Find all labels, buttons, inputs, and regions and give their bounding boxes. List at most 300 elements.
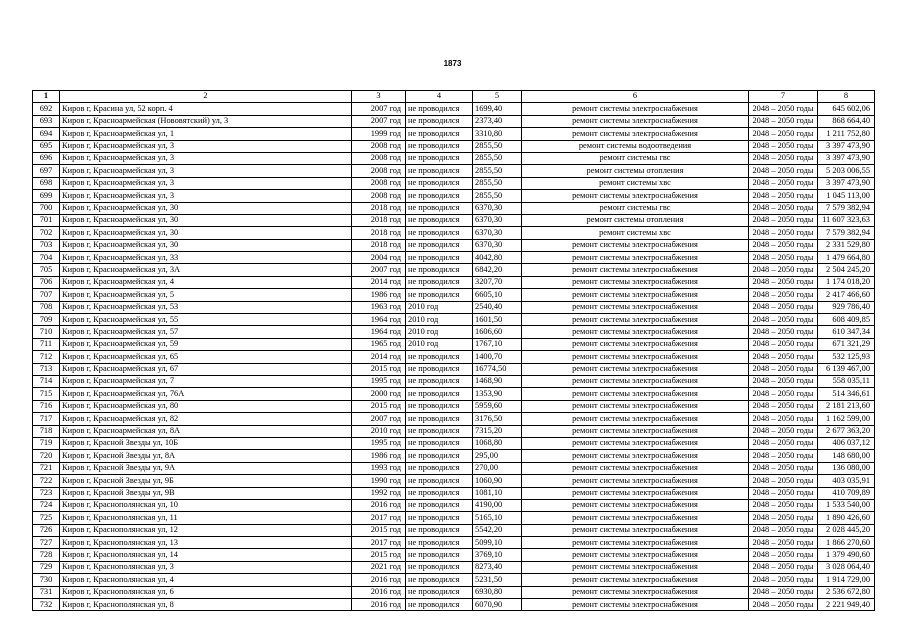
cell-last-overhaul: не проводился	[406, 375, 473, 387]
cell-row-number: 712	[33, 351, 60, 363]
cell-cost: 1 174 018,20	[818, 276, 875, 288]
cell-work-type: ремонт системы электроснабжения	[522, 425, 749, 437]
cell-last-overhaul: не проводился	[406, 239, 473, 251]
cell-last-overhaul: 2010 год	[406, 326, 473, 338]
cell-area: 1468,90	[473, 375, 522, 387]
cell-year-built: 2014 год	[352, 351, 406, 363]
cell-cost: 2 536 672,80	[818, 586, 875, 598]
cell-area: 8273,40	[473, 561, 522, 573]
cell-cost: 929 786,40	[818, 301, 875, 313]
cell-work-type: ремонт системы электроснабжения	[522, 128, 749, 140]
cell-address: Киров г, Красноармейская ул, 33	[60, 252, 352, 264]
table-row	[33, 338, 875, 350]
cell-address: Киров г, Красноармейская ул, 3	[60, 190, 352, 202]
cell-area: 1400,70	[473, 351, 522, 363]
cell-work-type: ремонт системы электроснабжения	[522, 301, 749, 313]
cell-row-number: 701	[33, 214, 60, 226]
cell-cost: 136 080,00	[818, 462, 875, 474]
cell-area: 2855,50	[473, 152, 522, 164]
cell-year-built: 1965 год	[352, 338, 406, 350]
cell-cost: 7 579 382,94	[818, 202, 875, 214]
cell-row-number: 720	[33, 450, 60, 462]
cell-period: 2048 – 2050 годы	[749, 388, 818, 400]
cell-period: 2048 – 2050 годы	[749, 264, 818, 276]
cell-row-number: 717	[33, 413, 60, 425]
header-cell-year-built: 3	[352, 91, 406, 103]
cell-last-overhaul: 2010 год	[406, 338, 473, 350]
cell-year-built: 1995 год	[352, 437, 406, 449]
cell-address: Киров г, Красноармейская ул, 59	[60, 338, 352, 350]
cell-period: 2048 – 2050 годы	[749, 301, 818, 313]
cell-year-built: 2015 год	[352, 363, 406, 375]
cell-year-built: 2008 год	[352, 165, 406, 177]
cell-cost: 2 504 245,20	[818, 264, 875, 276]
cell-period: 2048 – 2050 годы	[749, 115, 818, 127]
cell-last-overhaul: не проводился	[406, 475, 473, 487]
header-row	[33, 91, 875, 103]
header-cell-address: 2	[60, 91, 352, 103]
cell-work-type: ремонт системы электроснабжения	[522, 599, 749, 611]
cell-row-number: 727	[33, 537, 60, 549]
cell-period: 2048 – 2050 годы	[749, 363, 818, 375]
cell-work-type: ремонт системы электроснабжения	[522, 388, 749, 400]
cell-area: 1699,40	[473, 103, 522, 115]
cell-address: Киров г, Красноармейская ул, 1	[60, 128, 352, 140]
cell-last-overhaul: не проводился	[406, 351, 473, 363]
cell-last-overhaul: не проводился	[406, 537, 473, 549]
cell-period: 2048 – 2050 годы	[749, 190, 818, 202]
cell-row-number: 722	[33, 475, 60, 487]
table-row	[33, 524, 875, 536]
cell-period: 2048 – 2050 годы	[749, 252, 818, 264]
cell-work-type: ремонт системы электроснабжения	[522, 400, 749, 412]
cell-address: Киров г, Красноармейская ул, 5	[60, 289, 352, 301]
table-row	[33, 227, 875, 239]
cell-work-type: ремонт системы отопления	[522, 165, 749, 177]
cell-address: Киров г, Красной Звезды ул, 10Б	[60, 437, 352, 449]
cell-year-built: 2007 год	[352, 103, 406, 115]
cell-row-number: 731	[33, 586, 60, 598]
cell-year-built: 2016 год	[352, 599, 406, 611]
cell-address: Киров г, Краснополянская ул, 6	[60, 586, 352, 598]
cell-period: 2048 – 2050 годы	[749, 177, 818, 189]
cell-period: 2048 – 2050 годы	[749, 586, 818, 598]
cell-work-type: ремонт системы электроснабжения	[522, 276, 749, 288]
table-row	[33, 537, 875, 549]
cell-year-built: 2007 год	[352, 115, 406, 127]
cell-period: 2048 – 2050 годы	[749, 574, 818, 586]
table-row	[33, 165, 875, 177]
cell-area: 6370,30	[473, 214, 522, 226]
cell-address: Киров г, Красноармейская ул, 8А	[60, 425, 352, 437]
cell-cost: 2 221 949,40	[818, 599, 875, 611]
cell-period: 2048 – 2050 годы	[749, 524, 818, 536]
cell-year-built: 1964 год	[352, 314, 406, 326]
cell-cost: 2 028 445,20	[818, 524, 875, 536]
table-row	[33, 425, 875, 437]
cell-year-built: 2017 год	[352, 537, 406, 549]
cell-work-type: ремонт системы электроснабжения	[522, 103, 749, 115]
cell-year-built: 2016 год	[352, 499, 406, 511]
cell-area: 2855,50	[473, 140, 522, 152]
cell-work-type: ремонт системы электроснабжения	[522, 524, 749, 536]
cell-last-overhaul: не проводился	[406, 165, 473, 177]
cell-area: 5959,60	[473, 400, 522, 412]
cell-year-built: 2016 год	[352, 586, 406, 598]
cell-address: Киров г, Красноармейская ул, 67	[60, 363, 352, 375]
table-row	[33, 140, 875, 152]
cell-last-overhaul: не проводился	[406, 462, 473, 474]
cell-cost: 3 397 473,90	[818, 140, 875, 152]
cell-address: Киров г, Красноармейская ул, 53	[60, 301, 352, 313]
cell-year-built: 1986 год	[352, 289, 406, 301]
cell-address: Киров г, Краснополянская ул, 4	[60, 574, 352, 586]
cell-last-overhaul: не проводился	[406, 289, 473, 301]
cell-year-built: 2010 год	[352, 425, 406, 437]
cell-row-number: 702	[33, 227, 60, 239]
cell-row-number: 724	[33, 499, 60, 511]
cell-year-built: 2000 год	[352, 388, 406, 400]
cell-period: 2048 – 2050 годы	[749, 351, 818, 363]
cell-work-type: ремонт системы электроснабжения	[522, 375, 749, 387]
cell-work-type: ремонт системы электроснабжения	[522, 437, 749, 449]
cell-row-number: 694	[33, 128, 60, 140]
cell-cost: 868 664,40	[818, 115, 875, 127]
cell-period: 2048 – 2050 годы	[749, 140, 818, 152]
table-row	[33, 363, 875, 375]
cell-row-number: 711	[33, 338, 60, 350]
cell-year-built: 2018 год	[352, 202, 406, 214]
cell-row-number: 714	[33, 375, 60, 387]
table-row	[33, 326, 875, 338]
table-row	[33, 276, 875, 288]
cell-row-number: 718	[33, 425, 60, 437]
cell-work-type: ремонт системы электроснабжения	[522, 338, 749, 350]
cell-year-built: 2008 год	[352, 190, 406, 202]
cell-work-type: ремонт системы электроснабжения	[522, 537, 749, 549]
table-row	[33, 152, 875, 164]
cell-period: 2048 – 2050 годы	[749, 475, 818, 487]
cell-address: Киров г, Красноармейская ул, 30	[60, 239, 352, 251]
cell-last-overhaul: не проводился	[406, 190, 473, 202]
cell-year-built: 2015 год	[352, 400, 406, 412]
cell-period: 2048 – 2050 годы	[749, 413, 818, 425]
table-row	[33, 400, 875, 412]
cell-address: Киров г, Красноармейская ул, 3	[60, 152, 352, 164]
cell-period: 2048 – 2050 годы	[749, 165, 818, 177]
cell-cost: 1 162 599,00	[818, 413, 875, 425]
cell-cost: 3 397 473,90	[818, 177, 875, 189]
cell-work-type: ремонт системы электроснабжения	[522, 549, 749, 561]
cell-period: 2048 – 2050 годы	[749, 462, 818, 474]
cell-area: 6370,30	[473, 239, 522, 251]
table-row	[33, 549, 875, 561]
header-cell-area: 5	[473, 91, 522, 103]
cell-cost: 610 347,34	[818, 326, 875, 338]
cell-last-overhaul: не проводился	[406, 574, 473, 586]
table-row	[33, 574, 875, 586]
cell-work-type: ремонт системы электроснабжения	[522, 239, 749, 251]
cell-row-number: 704	[33, 252, 60, 264]
cell-work-type: ремонт системы электроснабжения	[522, 289, 749, 301]
cell-last-overhaul: не проводился	[406, 140, 473, 152]
cell-row-number: 699	[33, 190, 60, 202]
cell-address: Киров г, Красноармейская ул, 3	[60, 177, 352, 189]
cell-address: Киров г, Красноармейская ул, 30	[60, 214, 352, 226]
cell-row-number: 705	[33, 264, 60, 276]
cell-year-built: 2008 год	[352, 177, 406, 189]
cell-area: 270,00	[473, 462, 522, 474]
cell-work-type: ремонт системы электроснабжения	[522, 190, 749, 202]
cell-row-number: 715	[33, 388, 60, 400]
cell-period: 2048 – 2050 годы	[749, 239, 818, 251]
cell-work-type: ремонт системы хвс	[522, 227, 749, 239]
cell-year-built: 1964 год	[352, 326, 406, 338]
cell-last-overhaul: не проводился	[406, 363, 473, 375]
cell-row-number: 726	[33, 524, 60, 536]
cell-area: 4042,80	[473, 252, 522, 264]
cell-period: 2048 – 2050 годы	[749, 152, 818, 164]
cell-area: 1767,10	[473, 338, 522, 350]
header-cell-cost: 8	[818, 91, 875, 103]
cell-row-number: 695	[33, 140, 60, 152]
cell-last-overhaul: не проводился	[406, 413, 473, 425]
cell-row-number: 703	[33, 239, 60, 251]
cell-work-type: ремонт системы отопления	[522, 214, 749, 226]
cell-area: 5542,20	[473, 524, 522, 536]
cell-period: 2048 – 2050 годы	[749, 537, 818, 549]
cell-address: Киров г, Красноармейская ул, 3А	[60, 264, 352, 276]
cell-last-overhaul: 2010 год	[406, 301, 473, 313]
cell-area: 5099,10	[473, 537, 522, 549]
cell-last-overhaul: не проводился	[406, 264, 473, 276]
table-row	[33, 450, 875, 462]
cell-year-built: 2021 год	[352, 561, 406, 573]
cell-address: Киров г, Краснополянская ул, 8	[60, 599, 352, 611]
cell-address: Киров г, Красноармейская ул, 30	[60, 202, 352, 214]
cell-area: 3310,80	[473, 128, 522, 140]
header-cell-work-type: 6	[522, 91, 749, 103]
table-row	[33, 586, 875, 598]
cell-cost: 1 533 540,00	[818, 499, 875, 511]
cell-address: Киров г, Красноармейская ул, 55	[60, 314, 352, 326]
table-row	[33, 214, 875, 226]
table-row	[33, 103, 875, 115]
cell-row-number: 697	[33, 165, 60, 177]
table-row	[33, 512, 875, 524]
table-row	[33, 128, 875, 140]
cell-area: 2855,50	[473, 177, 522, 189]
table-row	[33, 388, 875, 400]
cell-period: 2048 – 2050 годы	[749, 314, 818, 326]
cell-row-number: 707	[33, 289, 60, 301]
cell-address: Киров г, Красноармейская ул, 4	[60, 276, 352, 288]
table-row	[33, 437, 875, 449]
cell-year-built: 1986 год	[352, 450, 406, 462]
cell-cost: 2 331 529,80	[818, 239, 875, 251]
cell-year-built: 1992 год	[352, 487, 406, 499]
cell-last-overhaul: не проводился	[406, 202, 473, 214]
cell-work-type: ремонт системы гвс	[522, 152, 749, 164]
cell-area: 3176,50	[473, 413, 522, 425]
cell-period: 2048 – 2050 годы	[749, 338, 818, 350]
cell-work-type: ремонт системы электроснабжения	[522, 363, 749, 375]
cell-year-built: 2018 год	[352, 239, 406, 251]
cell-cost: 645 602,06	[818, 103, 875, 115]
cell-year-built: 2007 год	[352, 264, 406, 276]
cell-cost: 3 397 473,90	[818, 152, 875, 164]
cell-period: 2048 – 2050 годы	[749, 425, 818, 437]
cell-year-built: 2017 год	[352, 512, 406, 524]
cell-address: Киров г, Красноармейская ул, 3	[60, 140, 352, 152]
cell-period: 2048 – 2050 годы	[749, 214, 818, 226]
cell-last-overhaul: не проводился	[406, 599, 473, 611]
cell-address: Киров г, Красной Звезды ул, 9А	[60, 462, 352, 474]
cell-address: Киров г, Краснополянская ул, 12	[60, 524, 352, 536]
table-row	[33, 561, 875, 573]
cell-cost: 608 409,85	[818, 314, 875, 326]
cell-period: 2048 – 2050 годы	[749, 375, 818, 387]
cell-row-number: 713	[33, 363, 60, 375]
cell-row-number: 709	[33, 314, 60, 326]
cell-area: 1060,90	[473, 475, 522, 487]
cell-last-overhaul: не проводился	[406, 549, 473, 561]
cell-work-type: ремонт системы электроснабжения	[522, 115, 749, 127]
cell-address: Киров г, Краснополянская ул, 3	[60, 561, 352, 573]
table-row	[33, 499, 875, 511]
cell-area: 7315,20	[473, 425, 522, 437]
table-row	[33, 314, 875, 326]
cell-address: Киров г, Красноармейская (Нововятский) ул, 3	[60, 115, 352, 127]
table-row	[33, 599, 875, 611]
cell-work-type: ремонт системы электроснабжения	[522, 314, 749, 326]
cell-area: 6070,90	[473, 599, 522, 611]
cell-period: 2048 – 2050 годы	[749, 450, 818, 462]
cell-area: 6930,80	[473, 586, 522, 598]
cell-year-built: 2007 год	[352, 413, 406, 425]
cell-row-number: 698	[33, 177, 60, 189]
cell-address: Киров г, Краснополянская ул, 11	[60, 512, 352, 524]
cell-work-type: ремонт системы электроснабжения	[522, 574, 749, 586]
cell-area: 4190,00	[473, 499, 522, 511]
cell-address: Киров г, Красноармейская ул, 80	[60, 400, 352, 412]
cell-cost: 6 139 467,00	[818, 363, 875, 375]
cell-row-number: 716	[33, 400, 60, 412]
cell-last-overhaul: не проводился	[406, 388, 473, 400]
cell-cost: 1 211 752,80	[818, 128, 875, 140]
cell-area: 5231,50	[473, 574, 522, 586]
cell-period: 2048 – 2050 годы	[749, 499, 818, 511]
cell-work-type: ремонт системы водоотведения	[522, 140, 749, 152]
cell-work-type: ремонт системы электроснабжения	[522, 586, 749, 598]
cell-year-built: 2008 год	[352, 152, 406, 164]
cell-cost: 148 680,00	[818, 450, 875, 462]
cell-area: 1081,10	[473, 487, 522, 499]
cell-address: Киров г, Красноармейская ул, 7	[60, 375, 352, 387]
cell-cost: 7 579 382,94	[818, 227, 875, 239]
cell-year-built: 2015 год	[352, 524, 406, 536]
cell-row-number: 693	[33, 115, 60, 127]
cell-cost: 1 045 113,00	[818, 190, 875, 202]
cell-row-number: 710	[33, 326, 60, 338]
cell-cost: 2 677 363,20	[818, 425, 875, 437]
cell-last-overhaul: не проводился	[406, 487, 473, 499]
cell-year-built: 2018 год	[352, 214, 406, 226]
cell-area: 1601,50	[473, 314, 522, 326]
table-row	[33, 487, 875, 499]
cell-cost: 1 914 729,00	[818, 574, 875, 586]
table-row	[33, 289, 875, 301]
cell-period: 2048 – 2050 годы	[749, 202, 818, 214]
cell-area: 1068,80	[473, 437, 522, 449]
cell-year-built: 2004 год	[352, 252, 406, 264]
cell-last-overhaul: не проводился	[406, 437, 473, 449]
cell-year-built: 2015 год	[352, 549, 406, 561]
cell-last-overhaul: не проводился	[406, 115, 473, 127]
cell-cost: 671 321,29	[818, 338, 875, 350]
cell-year-built: 1963 год	[352, 301, 406, 313]
cell-address: Киров г, Красноармейская ул, 30	[60, 227, 352, 239]
cell-area: 5165,10	[473, 512, 522, 524]
cell-work-type: ремонт системы электроснабжения	[522, 413, 749, 425]
cell-cost: 403 035,91	[818, 475, 875, 487]
table-row	[33, 202, 875, 214]
cell-work-type: ремонт системы электроснабжения	[522, 252, 749, 264]
cell-last-overhaul: 2010 год	[406, 314, 473, 326]
cell-row-number: 721	[33, 462, 60, 474]
cell-year-built: 2008 год	[352, 140, 406, 152]
header-cell-last-overhaul: 4	[406, 91, 473, 103]
cell-area: 2373,40	[473, 115, 522, 127]
cell-area: 2855,50	[473, 190, 522, 202]
cell-work-type: ремонт системы электроснабжения	[522, 561, 749, 573]
table-row	[33, 375, 875, 387]
table-row	[33, 301, 875, 313]
cell-period: 2048 – 2050 годы	[749, 512, 818, 524]
cell-area: 6370,30	[473, 202, 522, 214]
cell-period: 2048 – 2050 годы	[749, 599, 818, 611]
cell-last-overhaul: не проводился	[406, 152, 473, 164]
cell-last-overhaul: не проводился	[406, 128, 473, 140]
table-row	[33, 239, 875, 251]
cell-last-overhaul: не проводился	[406, 252, 473, 264]
cell-last-overhaul: не проводился	[406, 177, 473, 189]
cell-cost: 1 379 490,60	[818, 549, 875, 561]
cell-year-built: 2018 год	[352, 227, 406, 239]
header-cell-number: 1	[33, 91, 60, 103]
cell-year-built: 2016 год	[352, 574, 406, 586]
cell-period: 2048 – 2050 годы	[749, 400, 818, 412]
cell-row-number: 725	[33, 512, 60, 524]
cell-work-type: ремонт системы электроснабжения	[522, 326, 749, 338]
table-row	[33, 413, 875, 425]
cell-cost: 5 203 006,55	[818, 165, 875, 177]
table-row	[33, 462, 875, 474]
cell-year-built: 1995 год	[352, 375, 406, 387]
cell-period: 2048 – 2050 годы	[749, 487, 818, 499]
cell-last-overhaul: не проводился	[406, 276, 473, 288]
cell-row-number: 700	[33, 202, 60, 214]
cell-address: Киров г, Краснополянская ул, 10	[60, 499, 352, 511]
cell-work-type: ремонт системы электроснабжения	[522, 264, 749, 276]
cell-row-number: 706	[33, 276, 60, 288]
cell-area: 3769,10	[473, 549, 522, 561]
cell-address: Киров г, Краснополянская ул, 13	[60, 537, 352, 549]
cell-area: 1353,90	[473, 388, 522, 400]
cell-row-number: 732	[33, 599, 60, 611]
cell-work-type: ремонт системы гвс	[522, 202, 749, 214]
cell-last-overhaul: не проводился	[406, 524, 473, 536]
